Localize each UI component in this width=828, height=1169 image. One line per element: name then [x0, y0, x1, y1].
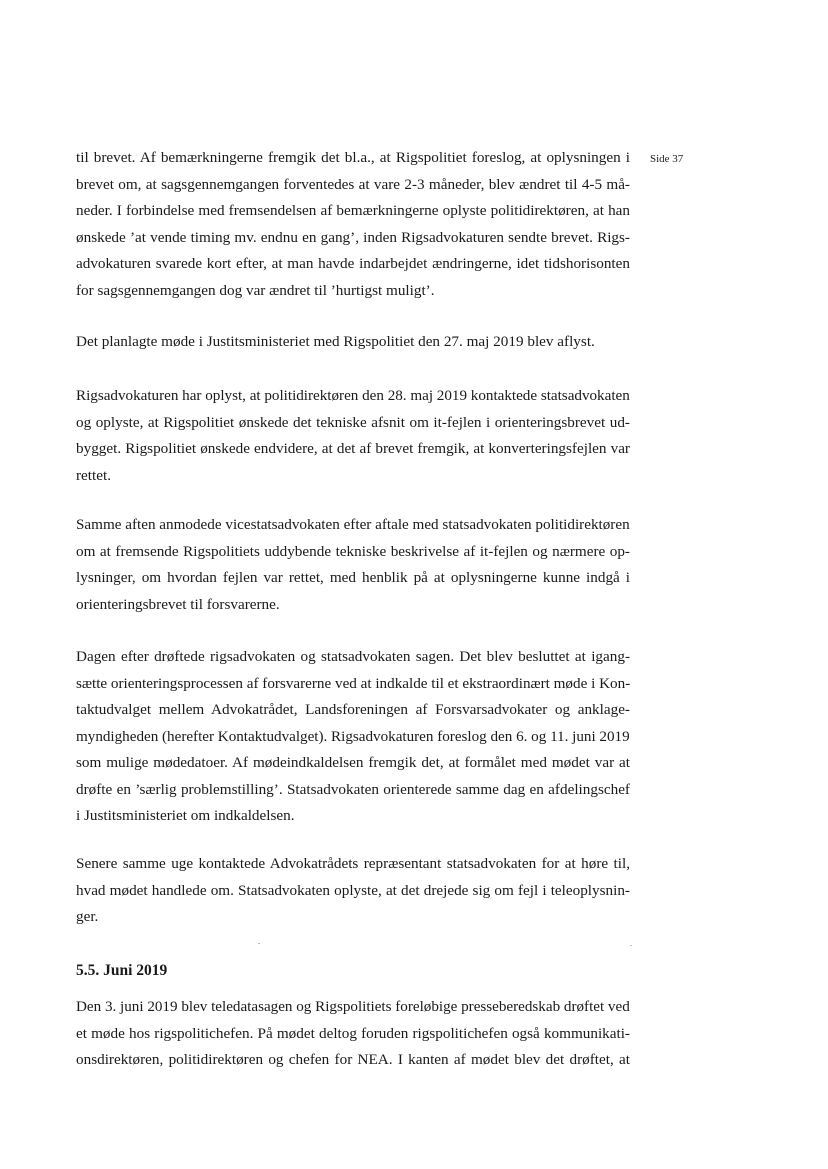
text-line: brevet om, at sagsgennemgangen forventedes at vare 2-3 måneder, blev ændret til 4-5 må-: [76, 175, 630, 193]
text-line: onsdirektøren, politidirektøren og chefen for NEA. I kanten af mødet blev det drøftet, at: [76, 1051, 630, 1068]
text-line: Dagen efter drøftede rigsadvokaten og statsadvokaten sagen. Det blev besluttet at igang-: [76, 648, 630, 665]
text-line: i Justitsministeriet om indkaldelsen.: [76, 807, 295, 824]
section-heading: 5.5. Juni 2019: [76, 962, 168, 979]
text-line: til brevet. Af bemærkningerne fremgik det bl.a., at Rigspolitiet foreslog, at oplysningen i: [76, 149, 630, 166]
page-number-label: Side 37: [650, 153, 684, 165]
text-line: Det planlagte møde i Justitsministeriet med Rigspolitiet den 27. maj 2019 blev aflyst.: [76, 333, 595, 350]
scan-speck: [630, 945, 632, 946]
text-line: og oplyste, at Rigspolitiet ønskede det tekniske afsnit om it-fejlen i orienteringsbrevet ud-: [76, 413, 630, 431]
text-line: for sagsgennemgangen dog var ændret til ’hurtigst muligt’.: [76, 281, 435, 299]
text-line: Rigsadvokaturen har oplyst, at politidirektøren den 28. maj 2019 kontaktede statsadvokaten: [76, 387, 630, 404]
paragraph-1: [76, 145, 630, 304]
text-line: myndigheden (herefter Kontaktudvalget). Rigsadvokaturen foreslog den 6. og 11. juni 2019: [76, 727, 630, 745]
paragraph-2: [76, 329, 630, 356]
text-line: rettet.: [76, 466, 111, 484]
section-paragraph: [76, 994, 630, 1074]
text-line: sætte orienteringsprocessen af forsvarerne ved at indkalde til et ekstraordinært møde i Kon-: [76, 674, 631, 692]
paragraph-4: [76, 512, 630, 618]
text-line: Senere samme uge kontaktede Advokatrådets repræsentant statsadvokaten for at høre til,: [76, 855, 630, 872]
text-line: orienteringsbrevet til forsvarerne.: [76, 595, 280, 613]
text-line: om at fremsende Rigspolitiets uddybende tekniske beskrivelse af it-fejlen og nærmere op-: [76, 542, 630, 560]
text-line: Den 3. juni 2019 blev teledatasagen og Rigspolitiets foreløbige presseberedskab drøftet ved: [76, 998, 630, 1015]
text-line: ger.: [76, 908, 99, 925]
paragraph-3: [76, 383, 630, 489]
text-line: advokaturen svarede kort efter, at man havde indarbejdet ændringerne, idet tidshorisonten: [76, 255, 630, 272]
text-line: neder. I forbindelse med fremsendelsen af bemærkningerne oplyste politidirektøren, at han: [76, 202, 630, 219]
text-line: ønskede ’at vende timing mv. endnu en gang’, inden Rigsadvokaturen sendte brevet. Rigs-: [76, 228, 630, 246]
text-line: hvad mødet handlede om. Statsadvokaten oplyste, at det drejede sig om fejl i teleoplysnin-: [76, 881, 630, 899]
text-line: som mulige mødedatoer. Af mødeindkaldelsen fremgik det, at formålet med mødet var at: [76, 754, 630, 771]
text-line: lysninger, om hvordan fejlen var rettet, med henblik på at oplysningerne kunne indgå i: [76, 569, 630, 586]
text-line: Samme aften anmodede vicestatsadvokaten efter aftale med statsadvokaten politidirektøren: [76, 516, 630, 533]
text-line: taktudvalget mellem Advokatrådet, Landsforeningen af Forsvarsadvokater og anklage-: [76, 701, 630, 718]
text-line: drøfte en ’særlig problemstilling’. Statsadvokaten orienterede samme dag en afdelingschef: [76, 780, 630, 798]
text-line: et møde hos rigspolitichefen. På mødet deltog foruden rigspolitichefen også kommunikati-: [76, 1024, 630, 1042]
text-line: bygget. Rigspolitiet ønskede endvidere, at det af brevet fremgik, at konverteringsfejlen var: [76, 440, 630, 457]
paragraph-5: [76, 644, 630, 830]
scan-speck: [258, 943, 260, 944]
paragraph-6: [76, 851, 630, 931]
